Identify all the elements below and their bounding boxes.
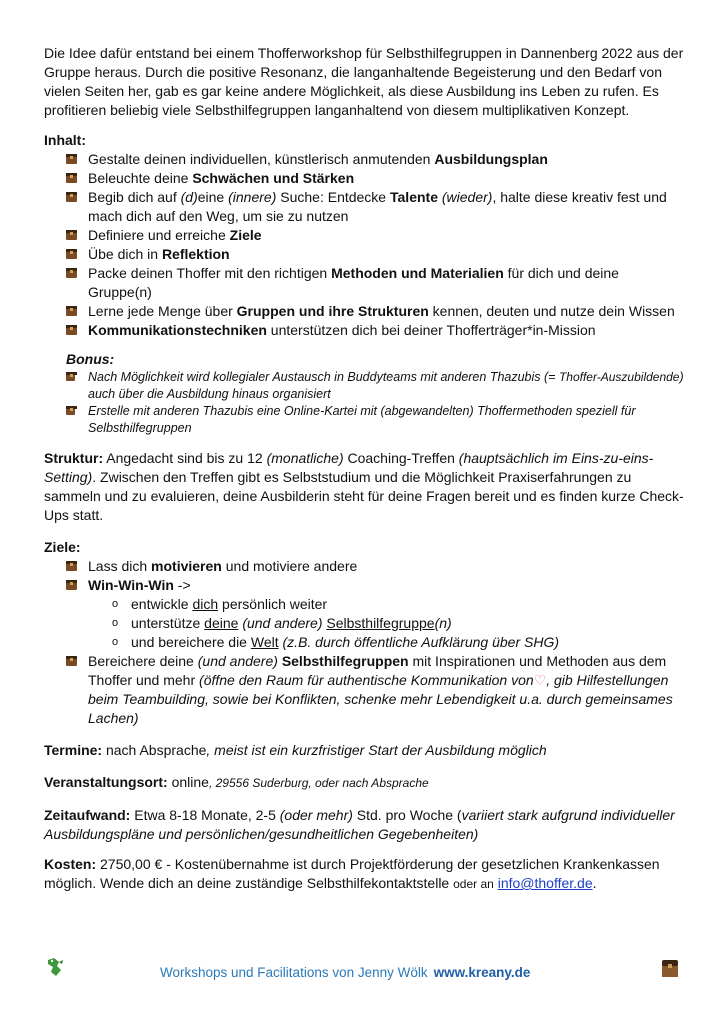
ziele-section — [44, 538, 684, 728]
text-segment: (und andere) — [197, 653, 278, 669]
text-segment: dich — [192, 596, 219, 612]
text-segment: . — [592, 875, 597, 891]
termine-text — [44, 741, 684, 760]
list-item — [44, 264, 684, 302]
list-item-text — [88, 303, 675, 319]
intro-paragraph — [44, 44, 684, 120]
treasure-chest-icon — [66, 230, 77, 240]
list-item-text — [88, 227, 262, 243]
text-segment: und bereichere die — [131, 634, 251, 650]
bonus-list — [44, 369, 684, 437]
text-segment: (hauptsächlich im Eins-zu-eins-Setting) — [44, 450, 654, 485]
list-item-text — [88, 404, 636, 435]
text-segment: oder an — [453, 877, 494, 891]
page-footer — [0, 958, 724, 988]
text-segment: Welt — [250, 634, 279, 650]
text-segment: nach Absprache — [102, 742, 207, 758]
text-segment: (d) — [180, 189, 198, 205]
text-segment: Begib dich auf — [88, 189, 181, 205]
bold-text: Kommunikationstechniken — [88, 322, 267, 338]
treasure-chest-icon — [66, 561, 77, 571]
circle-bullet-icon: o — [112, 636, 119, 648]
list-item-text — [131, 615, 452, 631]
ziele-list — [44, 557, 684, 595]
footer-credit: Workshops und Facilitations von Jenny Wölk — [160, 965, 428, 980]
text-segment: Etwa 8-18 Monate, 2-5 — [130, 807, 280, 823]
termine-section — [44, 741, 684, 760]
text-segment: Definiere und erreiche — [88, 227, 230, 243]
bold-text: Gruppen und ihre Strukturen — [236, 303, 429, 319]
text-segment: Beleuchte deine — [88, 170, 193, 186]
bold-text: motivieren — [151, 558, 222, 574]
treasure-chest-icon — [66, 656, 77, 666]
zeitaufwand-section — [44, 806, 684, 844]
footer-text — [160, 965, 530, 980]
text-segment: und motiviere andere — [221, 558, 358, 574]
ort-text — [44, 773, 684, 793]
text-segment: eine — [197, 189, 229, 205]
text-segment: Bereichere deine — [88, 653, 198, 669]
heart-icon: ♡ — [533, 672, 547, 688]
text-segment: Erstelle mit anderen Thazubis eine Online-Kartei mit (abgewandelten) Thoffermethoden speziell für Selbsthilfegruppen — [88, 404, 636, 435]
list-item — [44, 188, 684, 226]
list-item — [44, 150, 684, 169]
bold-text: Veranstaltungsort: — [44, 774, 168, 790]
ort-section — [44, 773, 684, 793]
text-segment: Lerne jede Menge über — [88, 303, 237, 319]
bold-text: Kosten: — [44, 856, 97, 872]
text-segment: Nach Möglichkeit wird kollegialer Austausch in Buddyteams mit anderen Thazubis (= — [88, 370, 559, 384]
inhalt-section — [44, 131, 684, 437]
treasure-chest-icon — [66, 192, 77, 202]
bold-text: Termine: — [44, 742, 103, 758]
list-item — [44, 652, 684, 728]
list-item — [44, 302, 684, 321]
list-item-text — [88, 370, 684, 401]
text-segment: Lass dich — [88, 558, 152, 574]
text-segment: (monatliche) — [266, 450, 344, 466]
bold-text: Talente — [390, 189, 438, 205]
treasure-chest-icon — [66, 372, 75, 381]
text-segment: -> — [173, 577, 191, 593]
struktur-text — [44, 449, 684, 525]
ziele-list-last — [44, 652, 684, 728]
text-segment: Coaching-Treffen — [343, 450, 459, 466]
text-segment: (wieder) — [441, 189, 493, 205]
text-segment: Übe dich in — [88, 246, 162, 262]
intro-text: Die Idee dafür entstand bei einem Thofferworkshop für Selbsthilfegruppen in Dannenberg 2022 aus der Gruppe heraus. Durch die positive Resonanz, die langanhaltende Begeisterung und den Bedarf von vielen Seiten her, gab es gar keine andere Möglichkeit, als diese Ausbildung ins Leben zu rufen. Es profitieren beliebig viele Selbsthilfegruppen langanhaltend von diesem multiplikativen Konzept. — [44, 45, 684, 118]
list-item — [44, 169, 684, 188]
text-segment: mit Inspirationen und Methoden aus dem Thoffer und mehr — [88, 653, 667, 688]
text-segment: (n) — [434, 615, 452, 631]
text-segment: Selbsthilfegruppe — [326, 615, 435, 631]
bonus-heading: Bonus: — [66, 351, 115, 367]
treasure-chest-logo-icon — [660, 958, 680, 978]
treasure-chest-icon — [66, 325, 77, 335]
treasure-chest-icon — [66, 406, 75, 415]
list-item — [44, 321, 684, 340]
dragon-logo-icon — [45, 956, 65, 978]
list-item-text — [88, 151, 548, 167]
text-segment: ) auch über die Ausbildung hinaus organisiert — [88, 370, 684, 401]
text-segment: Angedacht sind bis zu 12 — [103, 450, 267, 466]
bold-text: Struktur: — [44, 450, 104, 466]
text-segment: , meist ist ein kurzfristiger Start der Ausbildung möglich — [206, 742, 547, 758]
circle-bullet-icon: o — [112, 617, 119, 629]
ziele-sub-list — [44, 595, 684, 652]
text-segment: online — [167, 774, 209, 790]
list-item — [44, 226, 684, 245]
bold-text: Methoden und Materialien — [331, 265, 504, 281]
circle-bullet-icon: o — [112, 598, 119, 610]
text-segment: Packe deinen Thoffer mit den richtigen — [88, 265, 332, 281]
list-item — [44, 595, 684, 614]
text-segment: . Zwischen den Treffen gibt es Selbststudium und die Möglichkeit Praxiserfahrungen zu sammeln und zu evaluieren, deine Ausbilderin steht für deine Fragen bereit und es finden kurze Check-Ups statt. — [44, 469, 684, 523]
text-segment: 2750,00 € - Kostenübernahme ist durch Projektförderung der gesetzlichen Krankenkassen möglich. Wende dich an deine zuständige Selbsthilfekontaktstelle — [44, 856, 660, 891]
bold-text: Zeitaufwand: — [44, 807, 131, 823]
bold-text: Reflektion — [161, 246, 230, 262]
text-segment: entwickle — [131, 596, 193, 612]
text-segment: variiert stark aufgrund individueller Ausbildungspläne und persönlichen/gesundheitlichen Gegebenheiten) — [44, 807, 675, 842]
list-item-text — [131, 634, 559, 650]
text-segment: persönlich weiter — [218, 596, 328, 612]
list-item-text — [88, 577, 191, 593]
list-item-text — [88, 189, 667, 224]
text-segment: , 29556 Suderburg, oder nach Absprache — [208, 776, 429, 790]
list-item — [44, 557, 684, 576]
text-segment: Gestalte deinen individuellen, künstlerisch anmutenden — [88, 151, 435, 167]
inhalt-list — [44, 150, 684, 340]
zeitaufwand-text — [44, 806, 684, 844]
text-segment: unterstützen dich bei deiner Thofferträger*in-Mission — [266, 322, 596, 338]
treasure-chest-icon — [66, 268, 77, 278]
text-segment: (innere) — [228, 189, 277, 205]
footer-website-link[interactable]: www.kreany.de — [433, 965, 531, 980]
list-item — [44, 403, 684, 437]
text-segment: , gib Hilfestellungen beim Teambuilding, sowie bei Konflikten, schenke mehr Lebendigkeit u.a. durch gemeinsames Lachen) — [88, 672, 673, 726]
list-item-text — [88, 170, 354, 186]
treasure-chest-icon — [66, 154, 77, 164]
list-item-text — [88, 265, 619, 300]
list-item-text — [88, 558, 357, 574]
treasure-chest-icon — [66, 249, 77, 259]
text-segment: unterstütze — [131, 615, 205, 631]
text-segment: kennen, deuten und nutze dein Wissen — [428, 303, 675, 319]
kosten-text — [44, 855, 684, 894]
bold-text: Schwächen und Stärken — [192, 170, 355, 186]
list-item — [44, 576, 684, 595]
list-item-text — [88, 653, 673, 726]
struktur-section — [44, 449, 684, 525]
list-item-text — [131, 596, 327, 612]
treasure-chest-icon — [66, 173, 77, 183]
text-segment: Thoffer-Auszubildende — [558, 370, 680, 384]
bold-text: Win-Win-Win — [88, 577, 174, 593]
kosten-section — [44, 855, 684, 894]
bold-text: Ziele — [229, 227, 262, 243]
treasure-chest-icon — [66, 306, 77, 316]
document-page — [44, 44, 684, 905]
bold-text: Selbsthilfegruppen — [281, 653, 409, 669]
text-segment: (z.B. durch öffentliche Aufklärung über SHG) — [282, 634, 560, 650]
list-item — [44, 245, 684, 264]
text-segment: (oder mehr) — [279, 807, 353, 823]
ziele-heading: Ziele: — [44, 539, 81, 555]
text-segment: (öffne den Raum für authentische Kommunikation von — [199, 672, 534, 688]
list-item — [44, 633, 684, 652]
list-item — [44, 369, 684, 403]
treasure-chest-icon — [66, 580, 77, 590]
email-link[interactable]: info@thoffer.de — [497, 875, 593, 891]
text-segment: Suche: Entdecke — [276, 189, 390, 205]
text-segment: (und andere) — [242, 615, 323, 631]
list-item-text — [88, 246, 230, 262]
inhalt-heading: Inhalt: — [44, 132, 86, 148]
text-segment: , halte diese kreativ fest und mach dich auf den Weg, um sie zu nutzen — [88, 189, 667, 224]
bold-text: Ausbildungsplan — [434, 151, 548, 167]
list-item-text — [88, 322, 596, 338]
text-segment: für dich und deine Gruppe(n) — [88, 265, 619, 300]
text-segment: Std. pro Woche ( — [352, 807, 462, 823]
text-segment: deine — [204, 615, 239, 631]
list-item — [44, 614, 684, 633]
